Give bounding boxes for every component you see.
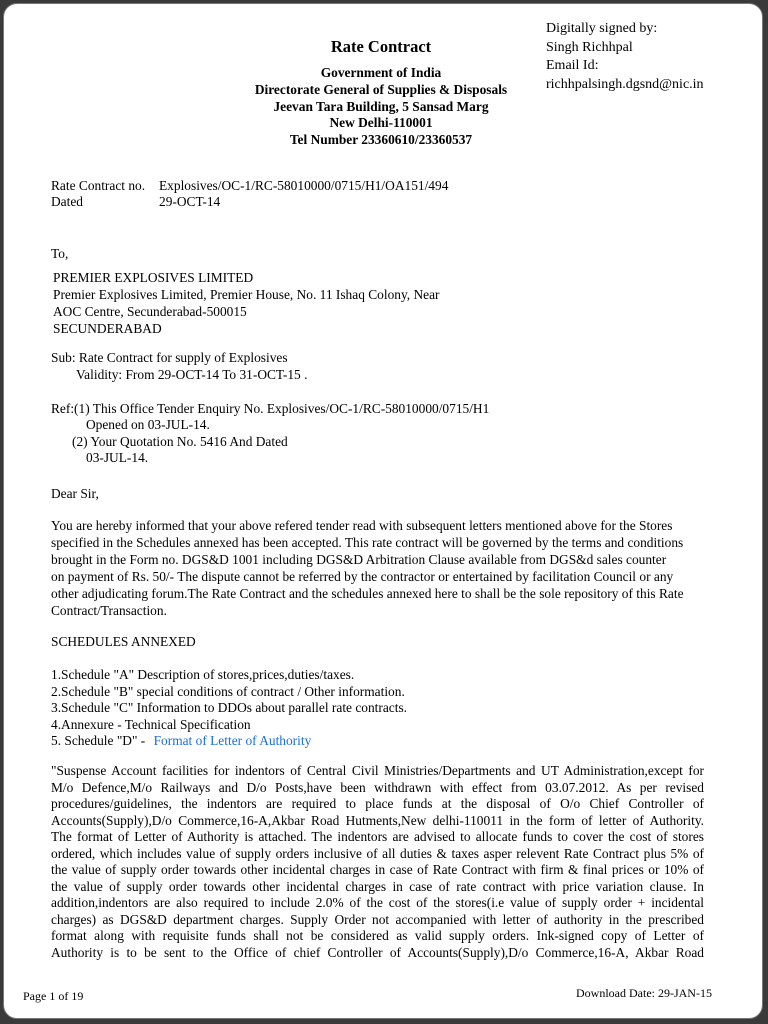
paragraph-line: ordered, which includes value of supply orders inclusive of all duties & taxes asper relevent Rate Contract plus 5% of: [51, 845, 704, 861]
paragraph-line: specified in the Schedules annexed has been accepted. This rate contract will be governed by the terms and conditions: [51, 535, 684, 550]
schedule-item: 1.Schedule "A" Description of stores,prices,duties/taxes.: [51, 667, 355, 682]
suspense-paragraph: [51, 763, 704, 961]
schedule-item: 3.Schedule "C" Information to DDOs about parallel rate contracts.: [51, 700, 408, 715]
addressee-name: PREMIER EXPLOSIVES LIMITED: [53, 270, 254, 285]
dated-label: Dated: [51, 194, 83, 209]
reference-line: Opened on 03-JUL-14.: [86, 417, 210, 432]
address-line: SECUNDERABAD: [53, 321, 162, 336]
paragraph-line: Contract/Transaction.: [51, 603, 167, 618]
schedule-item-prefix: 5. Schedule "D" -: [51, 733, 149, 748]
paragraph-line: M/o Defence,M/o Railways and D/o Posts,have been withdrawn with effect from 03.07.2012. As per revised: [51, 779, 704, 795]
header-city: New Delhi-110001: [329, 115, 433, 130]
header-building: Jeevan Tara Building, 5 Sansad Marg: [273, 99, 489, 114]
signature-label: Digitally signed by:: [546, 21, 658, 36]
signer-email: richhpalsingh.dgsnd@nic.in: [546, 76, 704, 92]
paragraph-line: procedures/guidelines, the indentors are required to place funds at the disposal of O/o Chief Controller of: [51, 796, 704, 811]
page-title: Rate Contract: [330, 37, 432, 56]
schedule-item: [51, 733, 407, 750]
salutation: Dear Sir,: [51, 486, 99, 501]
subject-line: Sub: Rate Contract for supply of Explosives: [51, 350, 288, 365]
paragraph-line: the value of supply order towards other incidental charges in case of rate contract with price variation clause. In: [51, 878, 704, 894]
header-telephone: Tel Number 23360610/23360537: [289, 132, 473, 147]
contract-no-label: Rate Contract no.: [51, 178, 146, 193]
download-date: Download Date: 29-JAN-15: [576, 986, 712, 1000]
paragraph-line: other adjudicating forum.The Rate Contract and the schedules annexed here to shall be the sole repository of this Rate: [51, 586, 684, 601]
paragraph-line: format along with requisite funds shall not be considered as valid supply orders. Ink-signed copy of Letter of: [51, 928, 704, 943]
paragraph-line: on payment of Rs. 50/- The dispute cannot be referred by the contractor or entertained by facilitation Council or any: [51, 569, 674, 584]
header-directorate: Directorate General of Supplies & Disposals: [254, 82, 508, 97]
paragraph-line: the value of supply order towards other incidental charges in case of Rate Contract with firm & final prices or 10% of: [51, 862, 704, 877]
letter-of-authority-link[interactable]: Format of Letter of Authority: [153, 733, 312, 748]
address-line: Premier Explosives Limited, Premier House, No. 11 Ishaq Colony, Near: [53, 287, 440, 302]
reference-line: (2) Your Quotation No. 5416 And Dated: [72, 434, 288, 449]
schedules-heading: SCHEDULES ANNEXED: [51, 634, 196, 649]
to-label: To,: [51, 246, 69, 261]
contract-no-value: Explosives/OC-1/RC-58010000/0715/H1/OA151/494: [159, 178, 449, 193]
header-government: Government of India: [320, 65, 442, 80]
paragraph-line: Authority is to be sent to the Office of chief Controller of Accounts(Supply),D/o Commerce,16-A, Akbar Road: [51, 944, 704, 960]
paragraph-line: The format of Letter of Authority is attached. The indentors are advised to allocate funds to cover the cost of stores: [51, 829, 704, 844]
document-page: [3, 3, 763, 1019]
signer-name: Singh Richhpal: [546, 39, 633, 55]
paragraph-line: addition,indentors are also required to include 2.0% of the cost of the stores(i.e value of supply order + incidental: [51, 895, 704, 910]
paragraph-line: charges) as DGS&D department charges. Supply Order not accompanied with letter of authority in the prescribed: [51, 911, 704, 927]
reference-line: Ref:(1) This Office Tender Enquiry No. Explosives/OC-1/RC-58010000/0715/H1: [51, 401, 490, 416]
dated-value: 29-OCT-14: [159, 194, 221, 209]
body-paragraph: [51, 517, 706, 619]
page-number: Page 1 of 19: [23, 989, 84, 1003]
paragraph-line: You are hereby informed that your above refered tender read with subsequent letters mentioned above for the Stores: [51, 518, 673, 533]
paragraph-line: "Suspense Account facilities for indentors of Central Civil Ministries/Departments and UT Administration,except for: [51, 763, 704, 778]
schedules-list: [51, 667, 407, 750]
schedule-item: 2.Schedule "B" special conditions of contract / Other information.: [51, 683, 405, 699]
schedule-item: 4.Annexure - Technical Specification: [51, 716, 251, 732]
paragraph-line: Accounts(Supply),D/o Commerce,16-A,Akbar Road Hutments,New delhi-110011 in the form of letter of Authority.: [51, 812, 704, 828]
address-line: AOC Centre, Secunderabad-500015: [53, 304, 247, 319]
reference-line: 03-JUL-14.: [86, 450, 149, 465]
email-label: Email Id:: [546, 58, 599, 73]
validity-line: Validity: From 29-OCT-14 To 31-OCT-15 .: [76, 367, 308, 382]
paragraph-line: brought in the Form no. DGS&D 1001 including DGS&D Arbitration Clause available from DGS&d sales counter: [51, 552, 667, 567]
